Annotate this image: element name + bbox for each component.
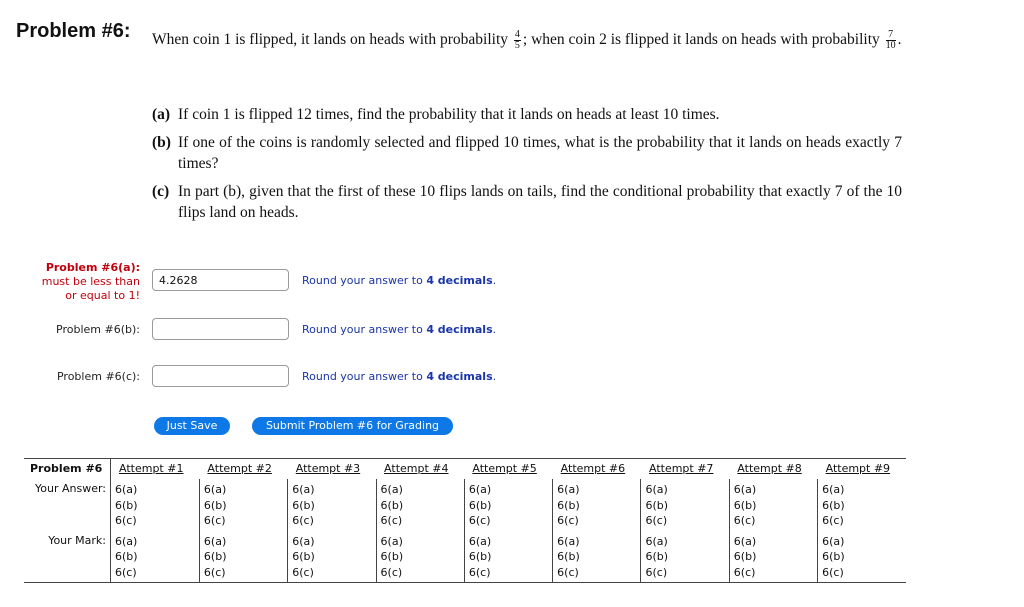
attempt-header-2[interactable]: Attempt #2: [199, 459, 287, 480]
mark-cell: 6(a) 6(b) 6(c): [553, 534, 641, 583]
label-6c: Problem #6(c):: [56, 370, 140, 383]
round-hint-6c: Round your answer to 4 decimals.: [302, 370, 497, 383]
answer-input-6c[interactable]: [152, 365, 289, 387]
attempts-header-row: [24, 459, 906, 480]
part-c-label: (c): [152, 183, 170, 200]
submit-grading-button[interactable]: Submit Problem #6 for Grading: [252, 417, 453, 435]
answer-cell: 6(a) 6(b) 6(c): [376, 479, 464, 534]
answer-cell: 6(a) 6(b) 6(c): [288, 479, 376, 534]
part-c-text: In part (b), given that the first of these 10 flips lands on tails, find the conditional probability that exactly 7 of the 10 flips land on heads.: [178, 183, 902, 221]
your-mark-label: Your Mark:: [24, 534, 111, 583]
problem-statement: [152, 26, 902, 54]
mark-cell: 6(a) 6(b) 6(c): [818, 534, 906, 583]
part-b-text: If one of the coins is randomly selected and flipped 10 times, what is the probability that it lands on heads exactly 7 times?: [178, 134, 902, 172]
mark-cell: 6(a) 6(b) 6(c): [376, 534, 464, 583]
answer-row-b: [0, 318, 1024, 342]
your-answer-row: [24, 479, 906, 534]
fraction-coin2: $\frac{7}{10}$: [885, 28, 896, 51]
attempt-header-9[interactable]: Attempt #9: [818, 459, 906, 480]
part-c: [152, 181, 902, 223]
answer-cell: 6(a) 6(b) 6(c): [199, 479, 287, 534]
round-hint-6b: Round your answer to 4 decimals.: [302, 323, 497, 336]
mark-cell: 6(a) 6(b) 6(c): [111, 534, 200, 583]
answer-cell: 6(a) 6(b) 6(c): [553, 479, 641, 534]
part-a: [152, 104, 902, 125]
answer-cell: 6(a) 6(b) 6(c): [822, 483, 845, 527]
attempt-header-4[interactable]: Attempt #4: [376, 459, 464, 480]
answer-row-c: [0, 365, 1024, 389]
answer-input-6a[interactable]: [152, 269, 289, 291]
attempt-header-5[interactable]: Attempt #5: [464, 459, 552, 480]
mark-cell: 6(a) 6(b) 6(c): [641, 534, 729, 583]
part-a-text: If coin 1 is flipped 12 times, find the probability that it lands on heads at least 10 times.: [178, 106, 720, 123]
attempt-header-6[interactable]: Attempt #6: [553, 459, 641, 480]
statement-part-2: ; when coin 2 is flipped it lands on heads with probability: [522, 31, 880, 48]
problem-parts: [152, 104, 902, 230]
attempt-header-7[interactable]: Attempt #7: [641, 459, 729, 480]
answer-input-6b[interactable]: [152, 318, 289, 340]
mark-cell: 6(a) 6(b) 6(c): [464, 534, 552, 583]
answer-cell: 6(a) 6(b) 6(c): [641, 479, 729, 534]
mark-cell: 6(a) 6(b) 6(c): [288, 534, 376, 583]
attempt-header-3[interactable]: Attempt #3: [288, 459, 376, 480]
fraction-coin1: $\frac{4}{5}$: [514, 28, 520, 51]
round-hint-6a: Round your answer to 4 decimals.: [302, 274, 497, 287]
label-6b: Problem #6(b):: [56, 323, 140, 336]
statement-part-1: When coin 1 is flipped, it lands on heads with probability: [152, 31, 509, 48]
table-corner-label: Problem #6: [24, 459, 111, 480]
just-save-button[interactable]: Just Save: [154, 417, 230, 435]
mark-cell: 6(a) 6(b) 6(c): [729, 534, 817, 583]
answer-cell: 6(a) 6(b) 6(c): [464, 479, 552, 534]
attempt-header-1[interactable]: Attempt #1: [111, 459, 200, 480]
error-label-6a: Problem #6(a): must be less than or equal to 1!: [41, 261, 140, 302]
part-a-label: (a): [152, 106, 171, 123]
attempts-table: [24, 458, 906, 583]
answer-cell: 6(a) 6(b) 6(c): [111, 479, 200, 534]
statement-end: .: [897, 31, 902, 48]
your-answer-label: Your Answer:: [24, 479, 111, 534]
mark-cell: 6(a) 6(b) 6(c): [199, 534, 287, 583]
attempt-header-8[interactable]: Attempt #8: [729, 459, 817, 480]
part-b: [152, 132, 902, 174]
answer-cell: 6(a) 6(b) 6(c): [729, 479, 817, 534]
problem-heading: Problem #6:: [16, 20, 131, 42]
your-mark-row: [24, 534, 906, 583]
part-b-label: (b): [152, 134, 171, 151]
answer-row-a: [0, 261, 1024, 302]
